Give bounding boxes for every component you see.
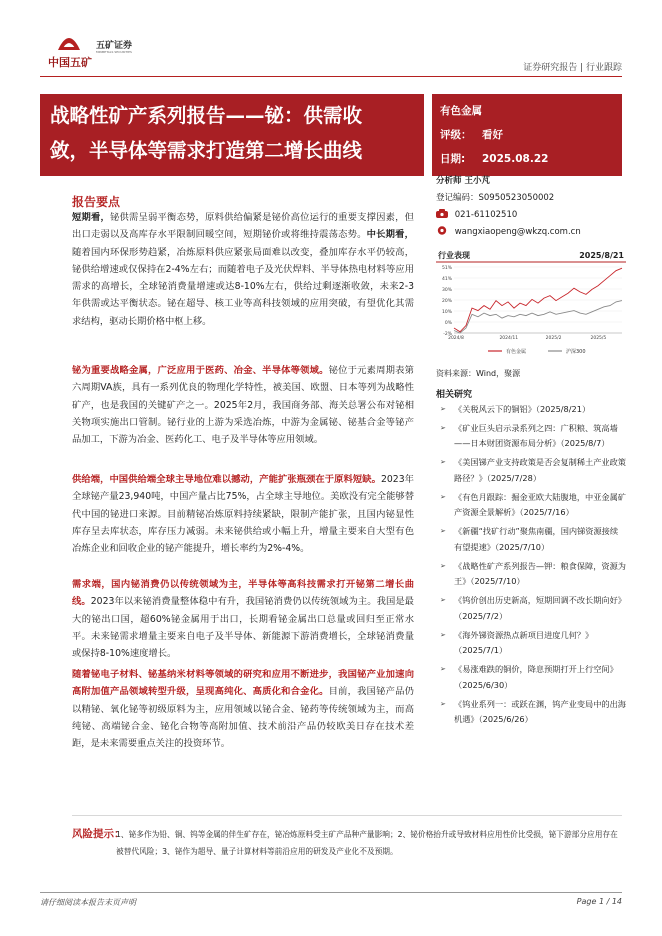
footer-note: 请仔细阅读本报告末页声明	[40, 898, 136, 907]
chart-x-tick-label: 2025/2	[545, 336, 562, 341]
related-item[interactable]: ➢ 《新疆“找矿行动”聚焦南疆，国内锑资源接续有望提速》（2025/7/10）	[440, 524, 626, 555]
chart-x-tick-label: 2025/5	[590, 336, 607, 341]
related-item[interactable]: ➢ 《战略性矿产系列报告—钾：粮食保障，资源为王》（2025/7/10）	[440, 559, 626, 590]
summary-paragraph-4	[72, 576, 414, 662]
report-category: 行业跟踪	[585, 63, 622, 73]
related-item[interactable]: ➢ 《关税风云下的铜铝》（2025/8/21）	[440, 402, 626, 418]
summary-paragraph-1	[72, 209, 414, 330]
related-item[interactable]: ➢ 《钨价创出历史新高，短期回调不改长期向好》（2025/7/2）	[440, 593, 626, 624]
chart-svg	[436, 249, 626, 361]
report-type: 证券研究报告	[523, 63, 578, 73]
p4-text: 2023年以来铋消费量整体稳中有升，我国铋消费仍以传统领域为主。我国是最大的铋出口国，超60%铋金属用于出口，长期看铋金属出口总量或回归至正常水平。未来铋需求增量主要来自电子及半导体、新能源下游消费增长，全球铋消费量或保持8-10%速度增长。	[72, 596, 414, 660]
chart-y-tick-label: 0%	[444, 321, 452, 326]
summary-paragraph-5	[72, 666, 414, 752]
date-label: 日期:	[440, 153, 466, 165]
logo-securities-en: MINMETALS SECURITIES	[96, 50, 132, 54]
section-title: 报告要点	[72, 195, 121, 209]
related-item[interactable]: ➢ 《有色月跟踪：掘金亚欧大陆腹地，中亚金属矿产资源全景解析》（2025/7/16）	[440, 490, 626, 521]
chart-y-tick-label: 41%	[441, 277, 452, 282]
p3-text: 2023年全球铋产量23,940吨，中国产量占比75%，占全球主导地位。美欧没有完全能够替代中国的铋进口来源。目前精铋冶炼原料持续紧缺，限制产能扩张，且国内铋显性库存呈去库状态，库存压力减弱。未来铋供给或小幅上升，增量主要来自大型有色冶炼企业和回收企业的铋产能提升，增长率约为2%-4%。	[72, 474, 414, 555]
title-line-2: 敛，半导体等需求打造第二增长曲线	[50, 139, 363, 162]
related-item[interactable]: ➢ 《矿业巨头启示录系列之四：广积粮、筑高墙——日本财团资源布局分析》（2025/8/7）	[440, 421, 626, 452]
chart-y-tick-label: 10%	[441, 310, 452, 315]
chart-legend-label: 沪深300	[566, 349, 586, 355]
chart-legend-label: 有色金属	[506, 349, 527, 355]
page-number: Page 1 / 14	[576, 897, 622, 906]
related-item[interactable]: ➢ 《海外锑资源热点新项目进度几何？》（2025/7/1）	[440, 628, 626, 659]
chart-source: 资料来源：Wind，聚源	[436, 369, 521, 378]
analyst-reg: 登记编码：S0950523050002	[436, 193, 555, 203]
analyst-name: 分析师 王小芃	[436, 176, 490, 186]
industry-label: 有色金属	[440, 105, 482, 117]
chart-title: 行业表现	[438, 251, 470, 260]
chart-series-line	[454, 301, 622, 333]
rating-box	[432, 94, 622, 176]
related-item[interactable]: ➢ 《易涨难跌的铜价，降息预期打开上行空间》（2025/6/30）	[440, 662, 626, 693]
chart-y-tick-label: 51%	[441, 266, 452, 271]
email-icon	[436, 226, 448, 235]
industry-performance-chart	[436, 249, 626, 361]
summary-paragraph-3	[72, 471, 414, 557]
chart-date: 2025/8/21	[579, 251, 624, 260]
p5-text: 目前，我国铋产品仍以精铋、氧化铋等初级原料为主，应用领域以铋合金、铋药等传统领域为主，而高纯铋、高端铋合金、铋化合物等高附加值、技术前沿产品仍较欧美日存在技术差距，是未来需要重点关注的投资环节。	[72, 686, 414, 750]
short-term-text: 铋供需呈弱平衡态势，原料供给偏紧是铋价高位运行的重要支撑因素，但出口走弱以及高库存水平限制回暖空间，短期铋价或将维持震荡态势。	[72, 212, 414, 241]
minmetals-logo-icon	[56, 30, 82, 52]
related-title: 相关研究	[436, 390, 473, 400]
rating-label: 评级：	[440, 129, 472, 141]
p2-text: 铋位于元素周期表第六周期VA族，具有一系列优良的物理化学特性，被美国、欧盟、日本等列为战略性矿产，也是我国的关键矿产之一。2025年2月，我国商务部、海关总署公布对铋相关物项实施出口管制。铋行业的上游为采选冶炼，中游为金属铋、铋基合金等铋产品加工，下游为冶金、医药化工、电子及半导体等应用领域。	[72, 365, 414, 446]
chart-y-tick-label: -2%	[443, 332, 452, 337]
p3-head: 供给端，中国供给端全球主导地位难以撼动，产能扩张瓶颈在于原料短缺。	[72, 474, 381, 485]
analyst-email[interactable]: wangxiaopeng@wkzq.com.cn	[454, 227, 581, 237]
chart-y-tick-label: 30%	[441, 288, 452, 293]
chart-y-tick-label: 20%	[441, 299, 452, 304]
report-type-header: 证券研究报告 | 行业跟踪	[523, 63, 622, 73]
header-divider	[40, 76, 622, 77]
risk-label: 风险提示：	[72, 828, 125, 840]
risk-divider	[72, 815, 622, 816]
phone-icon	[436, 209, 448, 218]
analyst-info	[436, 173, 626, 241]
chart-x-tick-label: 2024/8	[448, 336, 464, 341]
risk-text: 1、铋多作为铅、铜、钨等金属的伴生矿存在，铋冶炼原料受主矿产品种产量影响；2、铋价格抬升或导致材料应用性价比受损，铋下游部分应用存在被替代风险；3、铋作为超导、量子计算材料等前沿应用的研发及产业化不及预期。	[116, 830, 618, 856]
summary-paragraph-2	[72, 362, 414, 448]
p4-head: 需求端，国内铋消费仍以传统领域为主，半导体等高科技需求打开铋第二增长曲线。	[72, 579, 414, 608]
related-item[interactable]: ➢ 《美国锑产业支持政策是否会复制稀土产业政策路径？》（2025/7/28）	[440, 455, 626, 486]
related-list	[440, 398, 626, 728]
related-item[interactable]: ➢ 《钨业系列一：或跃在渊，钨产业变局中的出海机遇》（2025/6/26）	[440, 697, 626, 728]
rating-value: 看好	[482, 129, 503, 141]
date-value: 2025.08.22	[482, 153, 549, 165]
report-title	[40, 94, 424, 176]
long-term-text: 随着国内环保形势趋紧，冶炼原料供应紧张局面难以改变，叠加库存水平仍较高，铋供给增速或仅保持在2-4%左右；而随着电子及光伏焊料、半导体热电材料等应用需求的高增长，全球铋消费量增速或达8-10%左右，供给过剩逐渐收敛，未来2-3年供需或达平衡状态。铋在超导、核工业等高科技领域的应用突破，有望优化其需求结构，驱动长期价格中枢上移。	[72, 246, 414, 327]
p2-head: 铋为重要战略金属，广泛应用于医药、冶金、半导体等领域。	[72, 365, 329, 376]
footer-divider	[40, 892, 622, 893]
logo-securities-name: 五矿证券	[96, 41, 133, 51]
analyst-phone: 021-61102510	[454, 210, 518, 220]
p5-head: 随着铋电子材料、铋基纳米材料等领域的研究和应用不断进步，我国铋产业加速向高附加值产品领域转型升级，呈现高纯化、高质化和合金化。	[72, 669, 414, 698]
title-line-1: 战略性矿产系列报告——铋：供需收	[50, 104, 363, 127]
logo-company-name: 中国五矿	[48, 56, 92, 69]
short-term-head: 短期看，	[72, 212, 111, 223]
long-term-head: 中长期看，	[366, 229, 414, 241]
chart-x-tick-label: 2024/11	[499, 336, 519, 341]
